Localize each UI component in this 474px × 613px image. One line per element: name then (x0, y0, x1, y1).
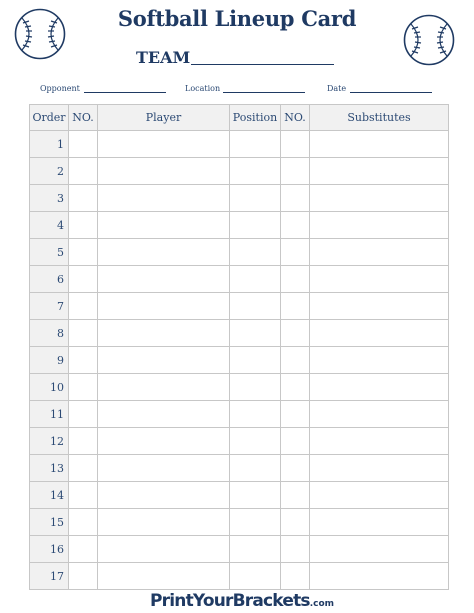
table-row (30, 158, 449, 185)
lineup-table (29, 104, 449, 590)
order-number: 13 (30, 455, 69, 482)
order-number: 2 (30, 158, 69, 185)
substitute-cell[interactable] (310, 401, 449, 428)
player-name-cell[interactable] (98, 320, 230, 347)
sub-number-cell[interactable] (281, 509, 310, 536)
substitute-cell[interactable] (310, 455, 449, 482)
table-row (30, 455, 449, 482)
player-name-cell[interactable] (98, 239, 230, 266)
player-name-cell[interactable] (98, 509, 230, 536)
date-label: Date (327, 84, 347, 93)
position-cell[interactable] (230, 563, 281, 590)
date-field[interactable] (350, 92, 432, 93)
substitute-cell[interactable] (310, 347, 449, 374)
order-number: 5 (30, 239, 69, 266)
position-cell[interactable] (230, 185, 281, 212)
sub-number-cell[interactable] (281, 320, 310, 347)
order-number: 1 (30, 131, 69, 158)
player-name-cell[interactable] (98, 212, 230, 239)
sub-number-cell[interactable] (281, 455, 310, 482)
substitute-cell[interactable] (310, 374, 449, 401)
table-row (30, 131, 449, 158)
substitute-cell[interactable] (310, 509, 449, 536)
player-number-cell[interactable] (69, 212, 98, 239)
order-number: 14 (30, 482, 69, 509)
order-number: 17 (30, 563, 69, 590)
table-row (30, 185, 449, 212)
order-number: 9 (30, 347, 69, 374)
sub-number-cell[interactable] (281, 374, 310, 401)
substitute-cell[interactable] (310, 212, 449, 239)
order-number: 6 (30, 266, 69, 293)
order-number: 10 (30, 374, 69, 401)
player-number-cell[interactable] (69, 401, 98, 428)
sub-number-cell[interactable] (281, 536, 310, 563)
position-cell[interactable] (230, 347, 281, 374)
player-name-cell[interactable] (98, 455, 230, 482)
player-number-cell[interactable] (69, 428, 98, 455)
position-cell[interactable] (230, 158, 281, 185)
player-name-cell[interactable] (98, 185, 230, 212)
player-name-cell[interactable] (98, 428, 230, 455)
order-number: 3 (30, 185, 69, 212)
position-cell[interactable] (230, 293, 281, 320)
position-cell[interactable] (230, 428, 281, 455)
player-name-cell[interactable] (98, 347, 230, 374)
order-number: 16 (30, 536, 69, 563)
table-row (30, 509, 449, 536)
player-name-cell[interactable] (98, 374, 230, 401)
player-number-cell[interactable] (69, 293, 98, 320)
player-number-cell[interactable] (69, 482, 98, 509)
order-number: 7 (30, 293, 69, 320)
player-number-cell[interactable] (69, 455, 98, 482)
player-name-cell[interactable] (98, 293, 230, 320)
player-name-cell[interactable] (98, 482, 230, 509)
sub-number-cell[interactable] (281, 401, 310, 428)
sub-number-cell[interactable] (281, 293, 310, 320)
location-label: Location (185, 84, 221, 93)
player-name-cell[interactable] (98, 563, 230, 590)
sub-number-cell[interactable] (281, 239, 310, 266)
order-number: 4 (30, 212, 69, 239)
table-row (30, 374, 449, 401)
table-row (30, 536, 449, 563)
sub-number-cell[interactable] (281, 185, 310, 212)
player-name-cell[interactable] (98, 536, 230, 563)
table-row (30, 320, 449, 347)
column-header-order: Order (30, 105, 69, 131)
table-row (30, 563, 449, 590)
position-cell[interactable] (230, 239, 281, 266)
position-cell[interactable] (230, 374, 281, 401)
table-row (30, 293, 449, 320)
player-number-cell[interactable] (69, 563, 98, 590)
brand-suffix: .com (309, 599, 335, 609)
position-cell[interactable] (230, 536, 281, 563)
team-label: TEAM (136, 48, 191, 67)
player-name-cell[interactable] (98, 401, 230, 428)
location-field[interactable] (223, 92, 305, 93)
player-number-cell[interactable] (69, 131, 98, 158)
substitute-cell[interactable] (310, 266, 449, 293)
substitute-cell[interactable] (310, 158, 449, 185)
opponent-label: Opponent (40, 84, 80, 93)
substitute-cell[interactable] (310, 482, 449, 509)
table-row (30, 212, 449, 239)
substitute-cell[interactable] (310, 563, 449, 590)
column-header-no: NO. (69, 105, 98, 131)
brand-name: PrintYourBrackets (150, 591, 310, 611)
column-header-position: Position (230, 105, 281, 131)
order-number: 8 (30, 320, 69, 347)
table-row (30, 266, 449, 293)
position-cell[interactable] (230, 266, 281, 293)
substitute-cell[interactable] (310, 536, 449, 563)
opponent-field[interactable] (84, 92, 166, 93)
sub-number-cell[interactable] (281, 158, 310, 185)
sub-number-cell[interactable] (281, 347, 310, 374)
column-header-substitutes: Substitutes (310, 105, 449, 131)
table-header-row (30, 105, 449, 131)
position-cell[interactable] (230, 131, 281, 158)
table-row (30, 482, 449, 509)
player-number-cell[interactable] (69, 185, 98, 212)
player-number-cell[interactable] (69, 158, 98, 185)
team-name-field[interactable] (191, 64, 334, 65)
position-cell[interactable] (230, 455, 281, 482)
player-name-cell[interactable] (98, 158, 230, 185)
position-cell[interactable] (230, 482, 281, 509)
table-row (30, 347, 449, 374)
order-number: 15 (30, 509, 69, 536)
sub-number-cell[interactable] (281, 563, 310, 590)
table-row (30, 239, 449, 266)
position-cell[interactable] (230, 509, 281, 536)
player-number-cell[interactable] (69, 374, 98, 401)
substitute-cell[interactable] (310, 239, 449, 266)
substitute-cell[interactable] (310, 428, 449, 455)
table-row (30, 428, 449, 455)
player-name-cell[interactable] (98, 131, 230, 158)
sub-number-cell[interactable] (281, 266, 310, 293)
player-number-cell[interactable] (69, 347, 98, 374)
position-cell[interactable] (230, 212, 281, 239)
sub-number-cell[interactable] (281, 212, 310, 239)
order-number: 11 (30, 401, 69, 428)
player-number-cell[interactable] (69, 266, 98, 293)
column-header-sub-no: NO. (281, 105, 310, 131)
position-cell[interactable] (230, 320, 281, 347)
substitute-cell[interactable] (310, 185, 449, 212)
brand-logo (150, 591, 334, 611)
player-name-cell[interactable] (98, 266, 230, 293)
substitute-cell[interactable] (310, 131, 449, 158)
sub-number-cell[interactable] (281, 428, 310, 455)
sub-number-cell[interactable] (281, 131, 310, 158)
player-number-cell[interactable] (69, 239, 98, 266)
page-title: Softball Lineup Card (117, 6, 357, 31)
player-number-cell[interactable] (69, 536, 98, 563)
table-row (30, 401, 449, 428)
player-number-cell[interactable] (69, 320, 98, 347)
position-cell[interactable] (230, 401, 281, 428)
sub-number-cell[interactable] (281, 482, 310, 509)
player-number-cell[interactable] (69, 509, 98, 536)
substitute-cell[interactable] (310, 293, 449, 320)
order-number: 12 (30, 428, 69, 455)
column-header-player: Player (98, 105, 230, 131)
substitute-cell[interactable] (310, 320, 449, 347)
